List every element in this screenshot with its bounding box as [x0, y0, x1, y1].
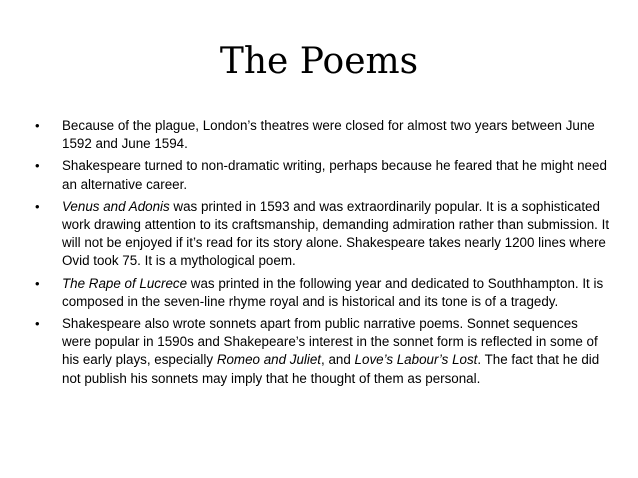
bullet-text: was printed in 1593 and was extraordinarily popular. It is a sophisticated work drawing attention to its craftsmanship, demanding admiration rather than submission. It will not be enjoyed if it’s read for its story alone. Shakespeare takes nearly 1200 lines where Ovid took 75. It is a mythological poem.	[62, 198, 610, 269]
bullet-dot-icon: •	[35, 275, 40, 291]
bullet-dot-icon: •	[35, 198, 40, 214]
bullet-text: , and	[321, 352, 355, 368]
bullet-text: . The fact that he did not publish his sonnets may imply that he thought of them as personal.	[62, 352, 600, 386]
bullet-text: Shakespeare turned to non-dramatic writing, perhaps because he feared that he might need an alternative career.	[62, 158, 607, 192]
slide-title: The Poems	[219, 41, 419, 82]
bullet-dot-icon: •	[35, 316, 40, 332]
bullet-item-sonnets	[30, 315, 610, 388]
bullet-dot-icon: •	[35, 158, 40, 174]
poem-title-rape-of-lucrece: The Rape of Lucrece	[62, 275, 188, 291]
bullet-text: Shakespeare also wrote sonnets apart from public narrative poems. Sonnet sequences were popular in 1590s and Shakepeare’s interest in the sonnet form is reflected in some of his early plays, especially	[62, 316, 598, 368]
bullet-text: was printed in the following year and dedicated to Southhampton. It is composed in the seven-line rhyme royal and is historical and its tone is of a tragedy.	[62, 275, 604, 309]
bullet-item-venus-and-adonis	[30, 198, 610, 271]
bullet-item-rape-of-lucrece	[30, 275, 610, 311]
play-title-loves-labours-lost: Love’s Labour’s Lost	[354, 352, 478, 368]
bullet-list	[30, 117, 610, 392]
bullet-dot-icon: •	[35, 118, 40, 133]
play-title-romeo-and-juliet: Romeo and Juliet	[216, 352, 322, 368]
bullet-text: Because of the plague, London’s theatres were closed for almost two years between June 1592 and June 1594.	[62, 118, 595, 152]
bullet-item-plague	[30, 117, 610, 153]
bullet-item-non-dramatic	[30, 157, 610, 193]
poem-title-venus-and-adonis: Venus and Adonis	[62, 198, 170, 214]
